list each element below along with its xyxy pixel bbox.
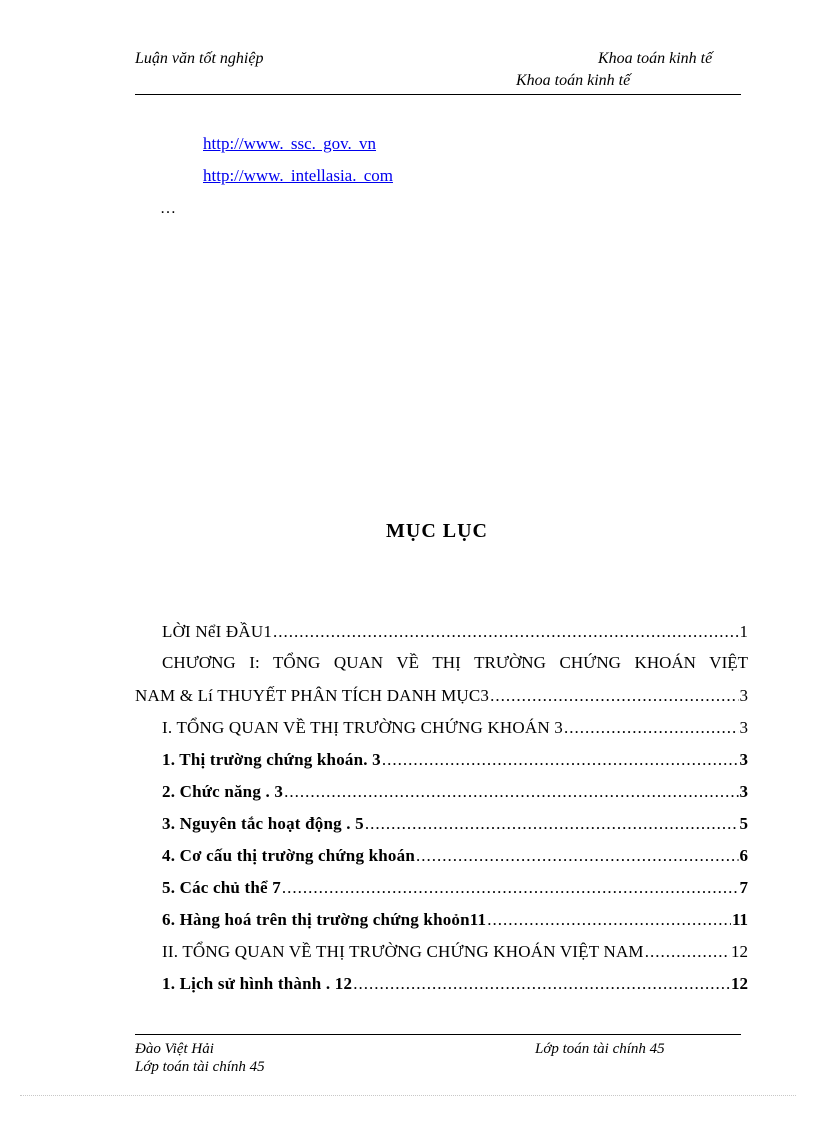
toc-label: 1. Lịch sử hình thành . 12 <box>162 974 353 993</box>
toc-label: 3. Nguyên tắc hoạt động . 5 <box>162 814 364 833</box>
toc-page: 12 <box>731 974 748 993</box>
toc-entry-chapter1[interactable] <box>135 684 748 706</box>
toc-chapter1-line1[interactable]: CHƯƠNG I: TỔNG QUAN VỀ THỊ TRƯỜNG CHỨNG KHOÁN VIỆT <box>162 653 748 672</box>
toc-leader <box>490 686 738 706</box>
toc-page: 3 <box>739 718 748 737</box>
toc-page: 7 <box>739 878 748 897</box>
header-right: Khoa toán kinh tế <box>598 50 713 67</box>
page-bottom-edge <box>20 1095 796 1096</box>
toc-label: 4. Cơ cấu thị trường chứng khoán <box>162 846 415 865</box>
toc-page: 11 <box>731 910 748 929</box>
toc-entry-item-6[interactable] <box>162 908 748 930</box>
toc-leader <box>284 782 738 802</box>
toc-entry-section2[interactable] <box>162 940 748 962</box>
toc-leader <box>353 974 730 994</box>
toc-label: 5. Các chủ thể 7 <box>162 878 281 897</box>
header-left: Luận văn tốt nghiệp <box>135 50 264 67</box>
toc-leader <box>416 846 739 866</box>
toc-label: 2. Chức năng . 3 <box>162 782 284 801</box>
toc-entry-section1[interactable] <box>162 716 748 738</box>
toc-page: 3 <box>739 782 748 801</box>
toc-entry-item-1[interactable] <box>162 748 748 770</box>
footer-right: Lớp toán tài chính 45 <box>535 1041 665 1057</box>
toc-leader <box>487 910 731 930</box>
toc-leader <box>365 814 739 834</box>
toc-entry-item2-1[interactable] <box>162 972 748 994</box>
link-ssc[interactable]: http://www. ssc. gov. vn <box>203 134 377 153</box>
toc-label: II. TỔNG QUAN VỀ THỊ TRƯỜNG CHỨNG KHOÁN VIỆT NAM <box>162 942 644 961</box>
toc-leader <box>645 942 730 962</box>
toc-leader <box>273 622 738 642</box>
toc-entry-item-2[interactable] <box>162 780 748 802</box>
link-intellasia[interactable]: http://www. intellasia. com <box>203 166 393 185</box>
toc-page: 3 <box>739 686 748 705</box>
toc-page: 1 <box>739 622 748 641</box>
toc-entry-intro[interactable] <box>162 620 748 642</box>
toc-label: LỜI NểI ĐẦU1 <box>162 622 273 641</box>
toc-title: MỤC LỤC <box>386 520 488 542</box>
toc-page: 3 <box>739 750 748 769</box>
toc-leader <box>282 878 739 898</box>
toc-label: NAM & Lí THUYẾT PHÂN TÍCH DANH MỤC3 <box>135 686 490 705</box>
toc-label: I. TỔNG QUAN VỀ THỊ TRƯỜNG CHỨNG KHOÁN 3 <box>162 718 563 737</box>
header-right-repeat: Khoa toán kinh tế <box>516 72 631 89</box>
toc-label: 6. Hàng hoá trên thị trường chứng khoỏn11 <box>162 910 487 929</box>
footer-rule <box>135 1034 741 1035</box>
toc-entry-item-4[interactable] <box>162 844 748 866</box>
toc-page: 6 <box>739 846 748 865</box>
toc-entry-item-3[interactable] <box>162 812 748 834</box>
toc-label: 1. Thị trường chứng khoán. 3 <box>162 750 381 769</box>
footer-left: Đào Việt Hải <box>135 1041 214 1057</box>
toc-leader <box>382 750 739 770</box>
toc-page: 12 <box>731 942 748 961</box>
footer-left-repeat: Lớp toán tài chính 45 <box>135 1059 265 1075</box>
ellipsis: … <box>160 200 176 217</box>
toc-entry-item-5[interactable] <box>162 876 748 898</box>
toc-leader <box>564 718 739 738</box>
header-rule <box>135 94 741 95</box>
toc-page: 5 <box>739 814 748 833</box>
